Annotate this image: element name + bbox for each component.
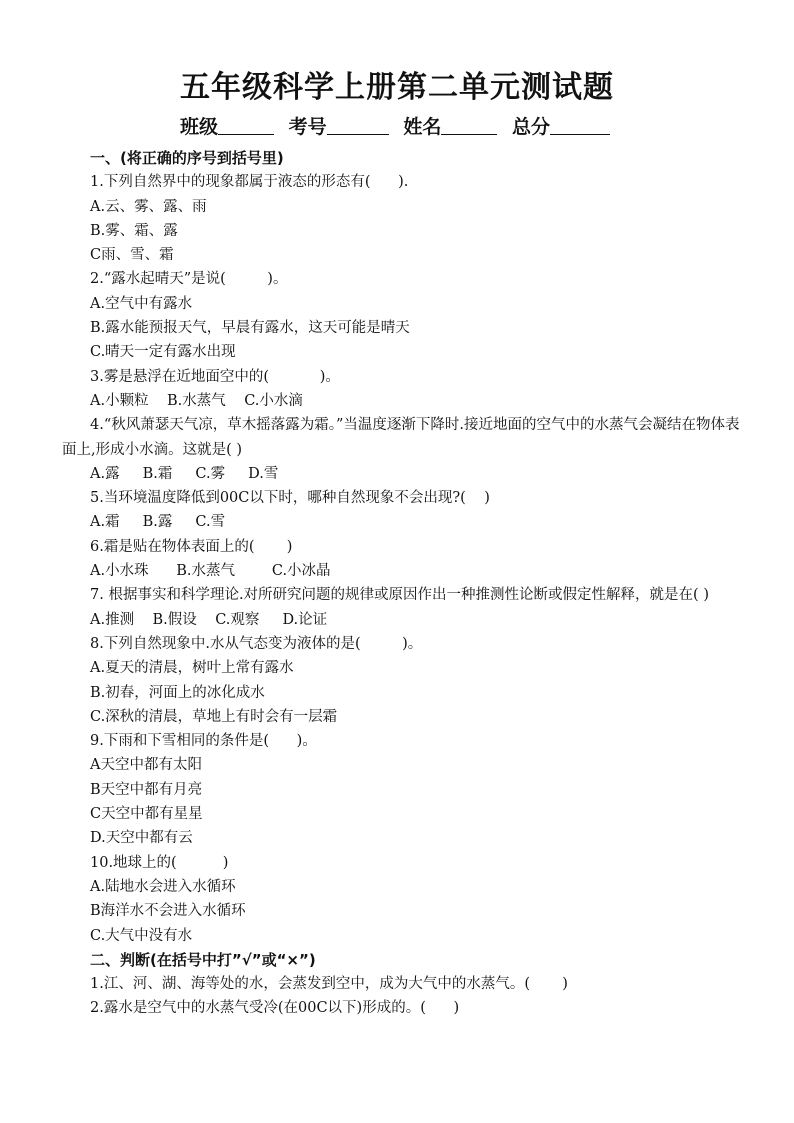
question-4: 4.“秋风萧瑟天气凉，草木摇落露为霜。”当温度逐渐下降时.接近地面的空气中的水蒸气会凝结在物体表面上,形成小水滴。这就是( ) bbox=[62, 417, 740, 458]
page-title: 五年级科学上册第二单元测试题 bbox=[180, 70, 614, 105]
question-line: 6.霜是贴在物体表面上的( ) bbox=[90, 538, 293, 555]
question-line: 9.下雨和下雪相同的条件是( )。 bbox=[90, 733, 317, 750]
option-line: A.云、雾、露、雨 bbox=[90, 198, 207, 215]
section-2-heading: 二、判断(在括号中打”√”或“×”) bbox=[90, 950, 316, 969]
class-blank[interactable] bbox=[218, 116, 274, 135]
section-1-heading: 一、(将正确的序号到括号里) bbox=[90, 149, 284, 167]
option-line: D.天空中都有云 bbox=[90, 830, 193, 847]
score-label: 总分 bbox=[511, 116, 550, 138]
option-line: A.小颗粒 B.水蒸气 C.小水滴 bbox=[90, 392, 303, 409]
score-blank[interactable] bbox=[550, 116, 610, 135]
exam-number-label: 考号 bbox=[288, 116, 327, 138]
option-line: A.推测 B.假设 C.观察 D.论证 bbox=[90, 611, 328, 628]
option-line: B.初春，河面上的冰化成水 bbox=[90, 684, 265, 701]
exam-body bbox=[62, 146, 752, 1021]
name-label: 姓名 bbox=[403, 116, 442, 138]
question-line: 1.下列自然界中的现象都属于液态的形态有( ). bbox=[90, 174, 409, 191]
class-label: 班级 bbox=[180, 116, 219, 138]
option-line: C.大气中没有水 bbox=[90, 927, 193, 944]
question-7: 7. 根据事实和科学理论.对所研究问题的规律或原因作出一种推测性论断或假定性解释，就是在( ) bbox=[90, 587, 709, 604]
option-line: C.晴天一定有露水出现 bbox=[90, 344, 236, 361]
option-line: A.露 B.霜 C.雾 D.雪 bbox=[90, 465, 279, 482]
option-line: A.夏天的清晨，树叶上常有露水 bbox=[90, 660, 294, 677]
option-line: A.霜 B.露 C.雪 bbox=[90, 514, 226, 531]
option-line: A.小水珠 B.水蒸气 C.小冰晶 bbox=[90, 563, 331, 580]
option-line: B.露水能预报天气，早晨有露水，这天可能是晴天 bbox=[90, 320, 410, 337]
question-line: 2.“露水起晴天”是说( )。 bbox=[90, 271, 288, 288]
option-line: B天空中都有月亮 bbox=[90, 781, 203, 798]
option-line: C天空中都有星星 bbox=[90, 806, 203, 823]
judgement-line: 1.江、河、湖、海等处的水，会蒸发到空中，成为大气中的水蒸气。( ) bbox=[90, 976, 568, 993]
exam-number-field bbox=[289, 116, 393, 138]
question-line: 3.雾是悬浮在近地面空中的( )。 bbox=[90, 368, 340, 385]
judgement-line: 2.露水是空气中的水蒸气受冷(在00C以下)形成的。( ) bbox=[90, 1000, 460, 1017]
option-line: A.空气中有露水 bbox=[90, 295, 193, 312]
option-line: B海洋水不会进入水循环 bbox=[90, 903, 246, 920]
name-blank[interactable] bbox=[441, 116, 497, 135]
exam-number-blank[interactable] bbox=[327, 116, 389, 135]
option-line: A.陆地水会进入水循环 bbox=[90, 878, 236, 895]
class-field bbox=[180, 116, 278, 138]
question-line: 10.地球上的( ) bbox=[90, 854, 229, 871]
option-line: C雨、雪、霜 bbox=[90, 247, 174, 264]
question-line: 8.下列自然现象中.水从气态变为液体的是( )。 bbox=[90, 635, 423, 652]
option-line: A天空中都有太阳 bbox=[90, 757, 202, 774]
question-line: 5.当环境温度降低到00C以下时，哪种自然现象不会出现?( ) bbox=[90, 490, 490, 507]
option-line: B.雾、霜、露 bbox=[90, 222, 178, 239]
score-field bbox=[512, 116, 614, 138]
name-field bbox=[403, 116, 501, 138]
student-info-row bbox=[0, 112, 794, 139]
option-line: C.深秋的清晨，草地上有时会有一层霜 bbox=[90, 708, 338, 725]
